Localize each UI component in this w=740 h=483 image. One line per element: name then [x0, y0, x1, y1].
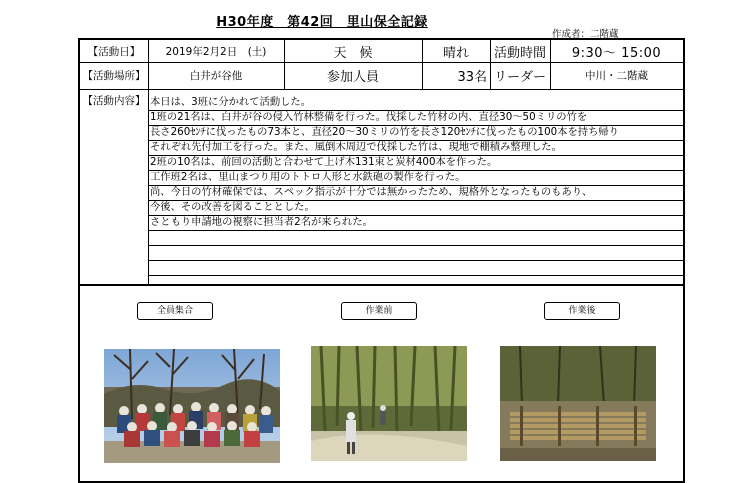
content-line: 長さ260ｾﾝﾁに伐ったもの73本と、直径20～30ミリの竹を長さ120ｾﾝﾁに伐ったもの100本を持ち帰り: [150, 126, 619, 138]
divider: [148, 110, 683, 111]
content-line: 本日は、3班に分かれて活動した。: [150, 96, 312, 108]
leader-label: リーダー: [493, 70, 546, 85]
photo-caption-all-members: 全員集合: [137, 302, 213, 320]
weather-label: 天 候: [333, 45, 373, 61]
divider: [148, 40, 149, 89]
divider: [550, 40, 551, 89]
place-label: 【活動場所】: [82, 70, 146, 82]
divider: [80, 62, 683, 63]
date-value: 2019年2月2日 (土): [165, 45, 267, 58]
author-label: 作成者：二階蔵: [552, 29, 619, 40]
divider: [148, 155, 683, 156]
participants-value: 33名: [457, 70, 487, 85]
divider: [148, 245, 683, 246]
divider: [148, 89, 149, 284]
divider: [490, 40, 491, 89]
divider: [148, 230, 683, 231]
divider: [148, 200, 683, 201]
content-line: それぞれ先付加工を行った。また、風倒木周辺で伐採した竹は、現地で棚積み整理した。: [150, 141, 562, 153]
divider: [148, 170, 683, 171]
divider: [148, 275, 683, 276]
content-line: 今後、その改善を図ることとした。: [150, 201, 315, 213]
after-work-photo: [500, 346, 656, 461]
participants-label: 参加人員: [326, 70, 379, 85]
place-value: 白井が谷他: [189, 70, 243, 82]
divider: [148, 215, 683, 216]
content-line: さともり申請地の視察に担当者2名が来られた。: [150, 216, 373, 228]
divider: [148, 185, 683, 186]
divider: [80, 89, 683, 90]
divider: [148, 260, 683, 261]
content-label: 【活動内容】: [82, 95, 146, 107]
before-work-photo: [311, 346, 467, 461]
photo-caption-before-work: 作業前: [341, 302, 417, 320]
group-photo: [104, 349, 280, 463]
divider: [80, 284, 683, 286]
weather-value: 晴れ: [442, 45, 469, 61]
content-line: 1班の21名は、白井が谷の侵入竹林整備を行った。伐採した竹材の内、直径30～50ミリの竹を: [150, 111, 588, 123]
leader-value: 中川・二階蔵: [585, 70, 648, 82]
date-label: 【活動日】: [87, 45, 141, 58]
divider: [148, 125, 683, 126]
photo-caption-after-work: 作業後: [544, 302, 620, 320]
content-line: 2班の10名は、前回の活動と合わせて上げ木131束と炭材400本を作った。: [150, 156, 498, 168]
divider: [148, 140, 683, 141]
content-line: 尚、今日の竹材確保では、スペック指示が十分では無かったため、規格外となったものもあり、: [150, 186, 593, 198]
time-value: 9:30～ 15:00: [571, 45, 662, 61]
page-title: H30年度 第42回 里山保全記録: [216, 15, 428, 30]
divider: [422, 40, 423, 89]
time-label: 活動時間: [493, 45, 546, 61]
content-line: 工作班2名は、里山まつり用のトトロ人形と水鉄砲の製作を行った。: [150, 171, 466, 183]
divider: [284, 40, 285, 89]
